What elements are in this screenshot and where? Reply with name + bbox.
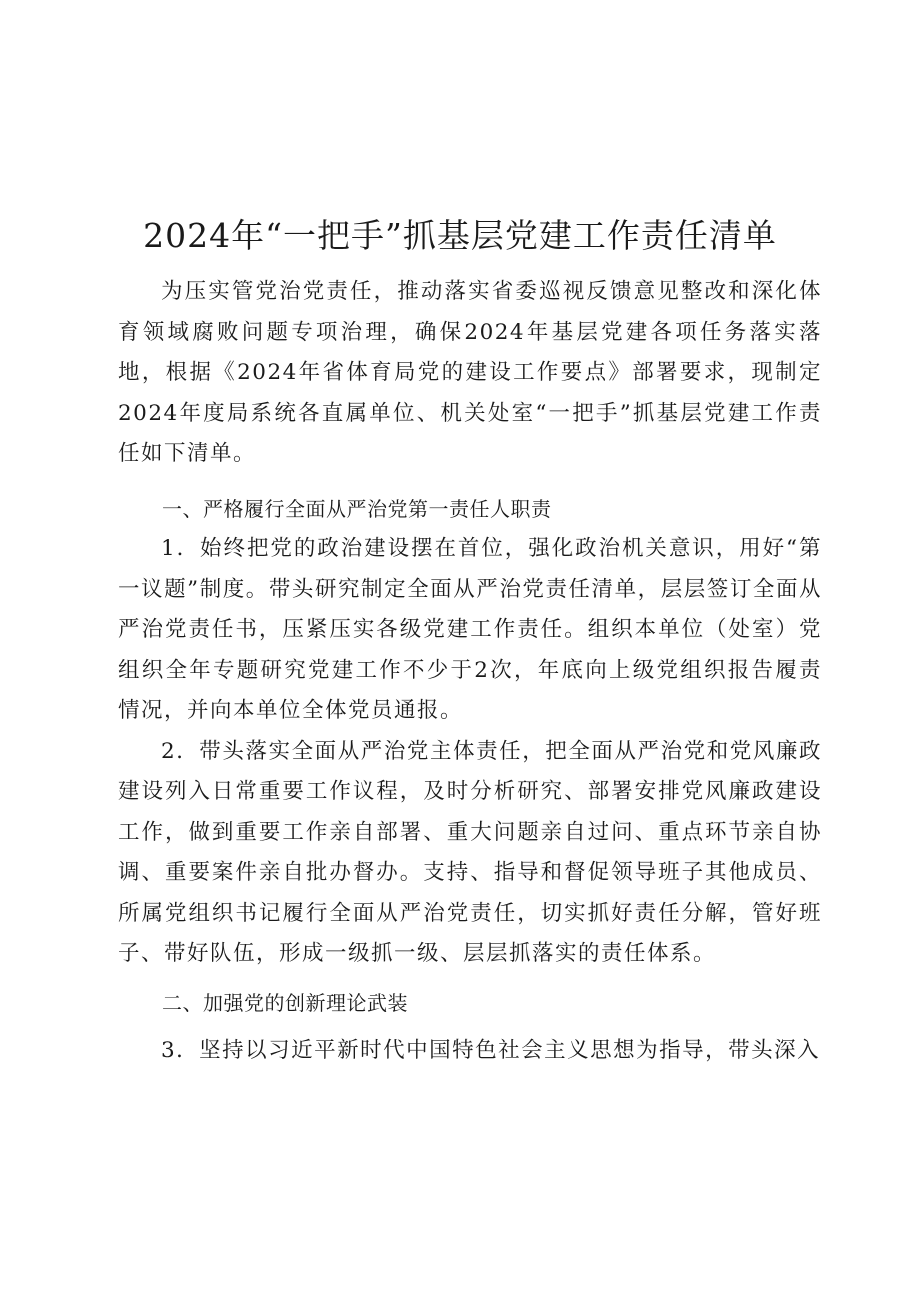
item-paragraph-1: 1．始终把党的政治建设摆在首位，强化政治机关意识，用好“第一议题”制度。带头研究制定全面从严治党责任清单，层层签订全面从严治党责任书，压紧压实各级党建工作责任。组织本单位（处室）党组织全年专题研究党建工作不少于2次，年底向上级党组织报告履责情况，并向本单位全体党员通报。 <box>118 536 822 723</box>
section-heading-1: 一、严格履行全面从严治党第一责任人职责 <box>162 496 552 521</box>
intro-paragraph: 为压实管党治党责任，推动落实省委巡视反馈意见整改和深化体育领域腐败问题专项治理，确保2024年基层党建各项任务落实落地，根据《2024年省体育局党的建设工作要点》部署要求，现制定2024年度局系统各直属单位、机关处室“一把手”抓基层党建工作责任如下清单。 <box>118 279 822 466</box>
item-paragraph-3: 3．坚持以习近平新时代中国特色社会主义思想为指导，带头深入 <box>161 1038 821 1063</box>
document-body <box>118 272 822 1072</box>
document-title: 2024年“一把手”抓基层党建工作责任清单 <box>143 216 777 255</box>
section-heading-2: 二、加强党的创新理论武装 <box>162 990 408 1015</box>
item-paragraph-2: 2．带头落实全面从严治党主体责任，把全面从严治党和党风廉政建设列入日常重要工作议程，及时分析研究、部署安排党风廉政建设工作，做到重要工作亲自部署、重大问题亲自过问、重点环节亲自协调、重要案件亲自批办督办。支持、指导和督促领导班子其他成员、所属党组织书记履行全面从严治党责任，切实抓好责任分解，管好班子、带好队伍，形成一级抓一级、层层抓落实的责任体系。 <box>118 738 822 966</box>
